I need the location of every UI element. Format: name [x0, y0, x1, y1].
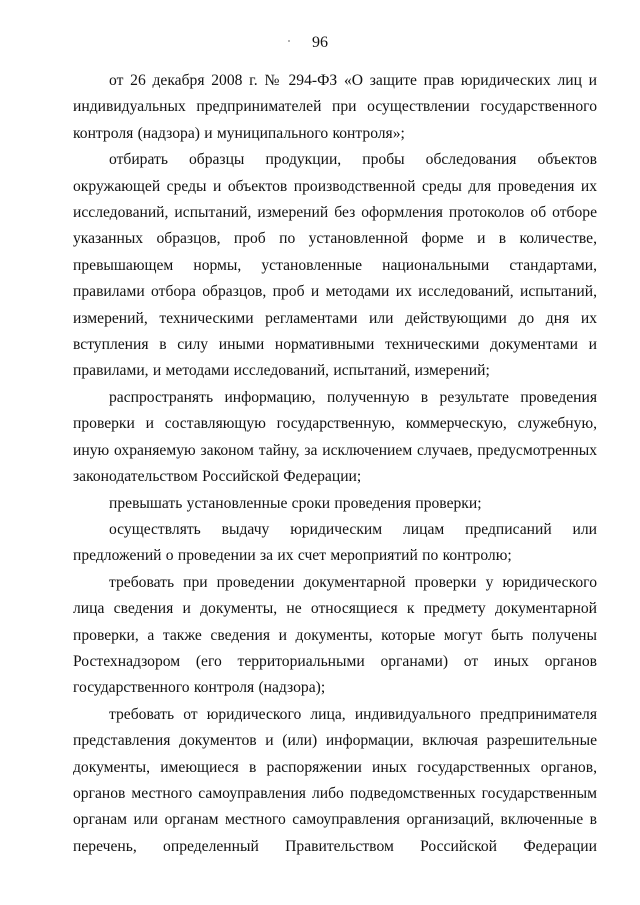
paragraph-documentary-check: требовать при проведении документарной проверки у юридического лица сведения и документы, не относящиеся к предмету документарной проверки, а также сведения и документы, которые могут быть получены Ростехнадзором (его территориальными органами) от иных органов государственного контроля (надзора);: [73, 573, 597, 697]
scan-artifact-dot: [288, 40, 290, 42]
paragraph-disclosure: распространять информацию, полученную в результате проведения проверки и составляющую государственную, коммерческую, служебную, иную охраняемую законом тайну, за исключением случаев, предусмотренных законодательством Российской Федерации;: [73, 388, 597, 486]
paragraph-deadlines: превышать установленные сроки проведения проверки;: [109, 494, 482, 512]
paragraph-law-reference: от 26 декабря 2008 г. № 294-ФЗ «О защите прав юридических лиц и индивидуальных предпринимателей при осуществлении государственного контроля (надзора) и муниципального контроля»;: [73, 72, 597, 142]
paragraph-prescriptions: осуществлять выдачу юридическим лицам предписаний или предложений о проведении за их счет мероприятий по контролю;: [73, 520, 597, 565]
page-number: 96: [312, 34, 328, 51]
paragraph-documents-request: требовать от юридического лица, индивидуального предпринимателя представления документов и (или) информации, включая разрешительные документы, имеющиеся в распоряжении иных государственных органов, органов местного самоуправления либо подведомственных государственным органам или органам местного самоуправления организаций, включенные в перечень, определенный Правительством Российской Федерации: [73, 705, 597, 855]
document-body: [73, 68, 597, 860]
paragraph-sampling: отбирать образцы продукции, пробы обследования объектов окружающей среды и объектов производственной среды для проведения их исследований, испытаний, измерений без оформления протоколов об отборе указанных образцов, проб по установленной форме и в количестве, превышающем нормы, установленные национальными стандартами, правилами отбора образцов, проб и методами их исследований, испытаний, измерений, техническими регламентами или действующими до дня их вступления в силу иными нормативными техническими документами и правилами, и методами исследований, испытаний, измерений;: [73, 151, 597, 380]
